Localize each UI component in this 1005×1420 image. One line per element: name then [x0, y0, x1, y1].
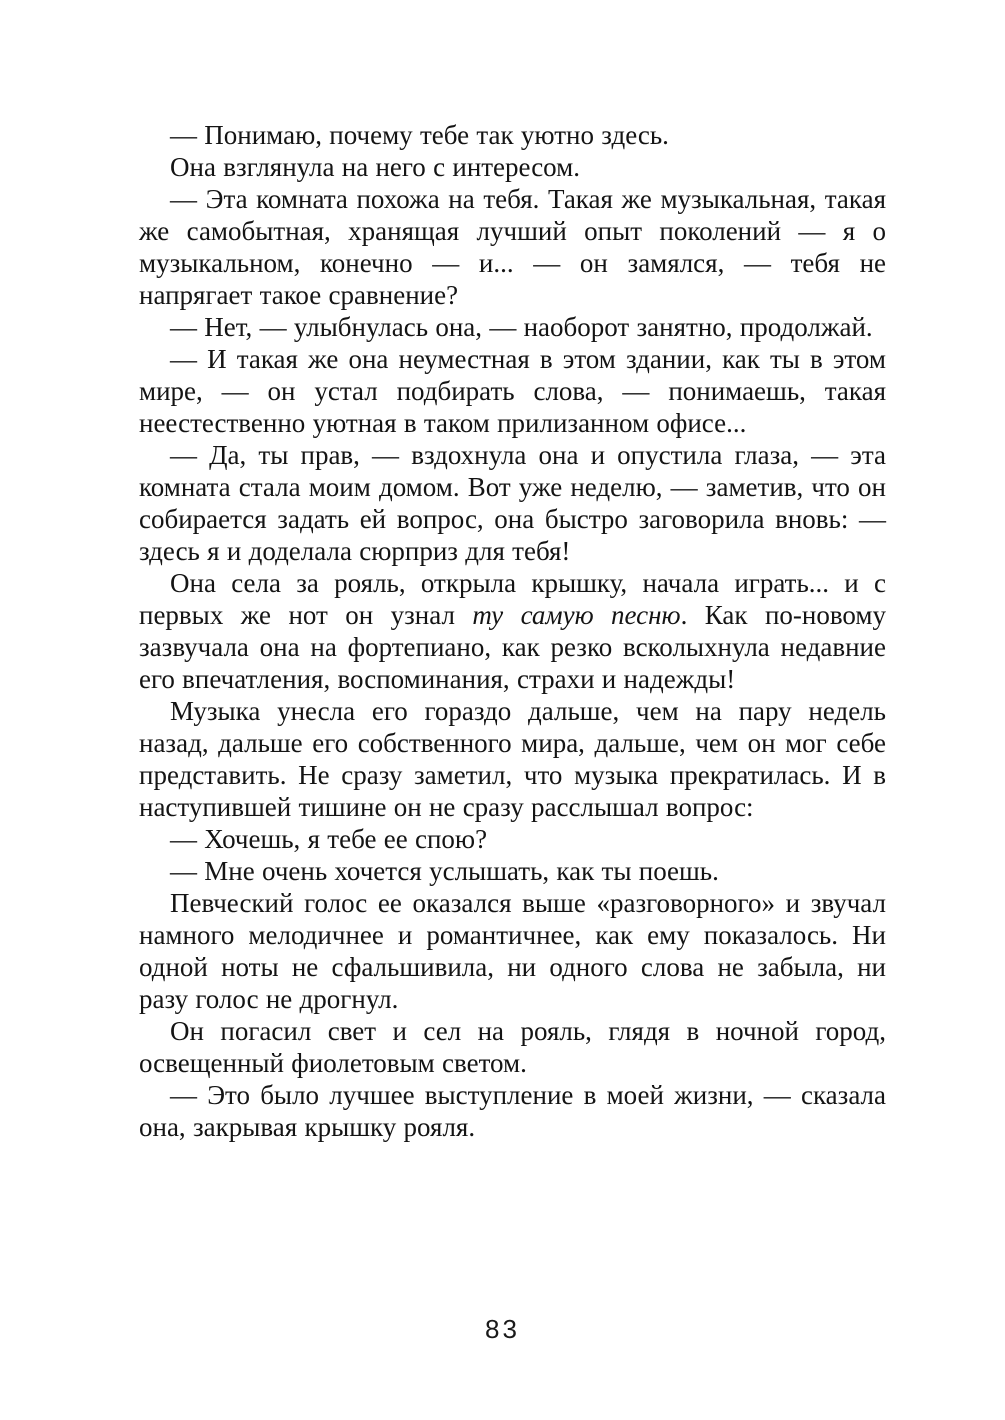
page-number: 83 — [485, 1314, 520, 1344]
text-segment: — Хочешь, я тебе ее спою? — [170, 824, 488, 854]
italic-phrase: ту самую песню — [472, 600, 681, 630]
paragraph — [139, 439, 886, 567]
paragraph — [139, 1015, 886, 1079]
paragraph — [139, 311, 886, 343]
text-segment: Музыка унесла его гораздо дальше, чем на пару недель назад, дальше его собственного мира, дальше, чем он мог себе представить. Не сразу заметил, что музыка прекратилась. И в наступившей тишине он не сразу расслышал вопрос: — [139, 696, 886, 822]
text-segment: Она взглянула на него с интересом. — [170, 152, 581, 182]
text-segment: — Мне очень хочется услышать, как ты поешь. — [170, 856, 719, 886]
paragraph — [139, 823, 886, 855]
paragraph — [139, 695, 886, 823]
text-block — [139, 119, 886, 1143]
text-segment: — Эта комната похожа на тебя. Такая же музыкальная, такая же самобытная, хранящая лучший опыт поколений — я о музыкальном, конечно — и... — он замялся, — тебя не напрягает такое сравнение? — [139, 184, 886, 310]
paragraph — [139, 887, 886, 1015]
paragraph — [139, 151, 886, 183]
text-segment: — Понимаю, почему тебе так уютно здесь. — [170, 120, 669, 150]
text-segment: — Да, ты прав, — вздохнула она и опустила глаза, — эта комната стала моим домом. Вот уже неделю, — заметив, что он собирается задать ей вопрос, она быстро заговорила вновь: — здесь я и доделала сюрприз для тебя! — [139, 440, 886, 566]
paragraph — [139, 567, 886, 695]
text-segment: — Нет, — улыбнулась она, — наоборот занятно, продолжай. — [170, 312, 873, 342]
paragraph — [139, 855, 886, 887]
text-segment: Она села за рояль, открыла крышку, начала играть... и с первых же нот он узнал — [139, 568, 886, 630]
paragraph — [139, 119, 886, 151]
paragraph — [139, 1079, 886, 1143]
text-segment: Певческий голос ее оказался выше «разговорного» и звучал намного мелодичнее и романтичнее, как ему показалось. Ни одной ноты не сфальшивила, ни одного слова не забыла, ни разу голос не дрогнул. — [139, 888, 886, 1014]
text-segment: — Это было лучшее выступление в моей жизни, — сказала она, закрывая крышку рояля. — [139, 1080, 886, 1142]
text-segment: . Как по-новому зазвучала она на фортепиано, как резко всколыхнула недавние его впечатления, воспоминания, страхи и надежды! — [139, 600, 886, 694]
paragraph — [139, 183, 886, 311]
text-segment: Он погасил свет и сел на рояль, глядя в ночной город, освещенный фиолетовым светом. — [139, 1016, 886, 1078]
paragraph — [139, 343, 886, 439]
text-segment: — И такая же она неуместная в этом здании, как ты в этом мире, — он устал подбирать слова, — понимаешь, такая неестественно уютная в таком прилизанном офисе... — [139, 344, 886, 438]
